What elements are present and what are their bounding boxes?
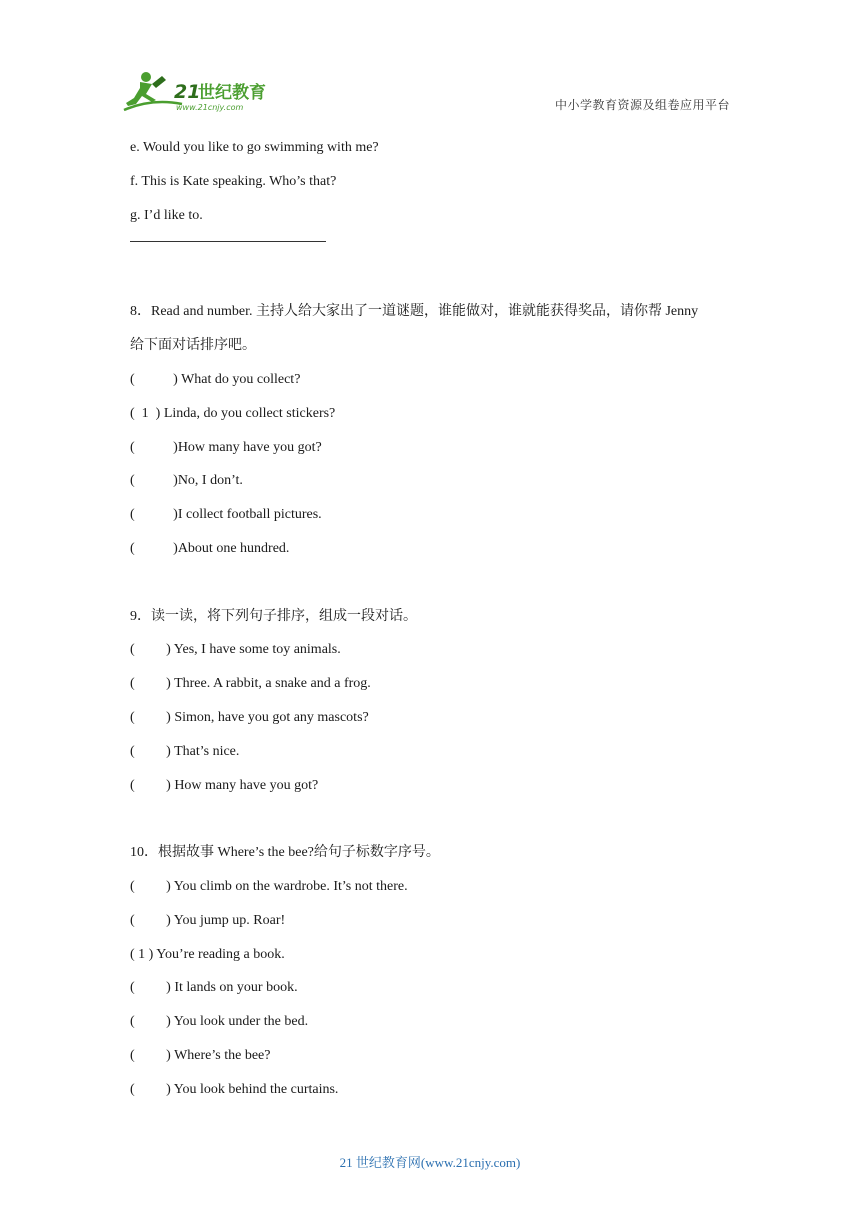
story-line[interactable]: ( ) You look under the bed. [130, 1014, 309, 1030]
dialogue-line[interactable]: ( )No, I don’t. [130, 473, 243, 489]
dialogue-line[interactable]: ( )I collect football pictures. [130, 507, 322, 523]
svg-text:21: 21 [174, 81, 201, 103]
dialogue-line[interactable]: ( ) What do you collect? [130, 371, 301, 387]
svg-text:www.21cnjy.com: www.21cnjy.com [176, 103, 244, 112]
question-7-options [130, 134, 740, 242]
dialogue-line[interactable]: ( )About one hundred. [130, 540, 290, 556]
question-8-title-line2: 给下面对话排序吧。 [130, 338, 256, 354]
dialogue-line[interactable]: ( ) How many have you got? [130, 777, 319, 793]
dialogue-line[interactable]: ( ) That’s nice. [130, 743, 240, 759]
question-9 [130, 603, 740, 806]
svg-text:世纪教育: 世纪教育 [198, 83, 266, 103]
question-8-title-line1: 8．Read and number. 主持人给大家出了一道谜题，谁能做对，谁就能获得奖品，请你帮 Jenny [130, 304, 699, 320]
question-10 [130, 839, 740, 1109]
story-line[interactable]: ( ) You jump up. Roar! [130, 912, 286, 928]
dialogue-line[interactable]: ( ) Yes, I have some toy animals. [130, 642, 341, 658]
option-line: g. I’d like to. [130, 207, 203, 223]
worksheet-content [130, 134, 740, 1110]
story-line[interactable]: ( ) You climb on the wardrobe. It’s not there. [130, 878, 408, 894]
page-header [0, 0, 860, 128]
dialogue-line[interactable]: ( ) Simon, have you got any mascots? [130, 709, 369, 725]
logo-runner-icon [122, 68, 292, 114]
story-line[interactable]: ( ) Where’s the bee? [130, 1047, 271, 1063]
site-logo[interactable] [122, 68, 292, 114]
dialogue-line[interactable]: ( ) Three. A rabbit, a snake and a frog. [130, 676, 371, 692]
question-8 [130, 298, 740, 568]
platform-tagline: 中小学教育资源及组卷应用平台 [554, 98, 730, 112]
option-line: f. This is Kate speaking. Who’s that? [130, 173, 337, 189]
question-9-title: 9．读一读，将下列句子排序，组成一段对话。 [130, 608, 417, 624]
dialogue-line[interactable]: ( 1 ) Linda, do you collect stickers? [130, 405, 336, 421]
page-footer[interactable]: 21 世纪教育网(www.21cnjy.com) [339, 1155, 521, 1170]
story-line[interactable]: ( 1 ) You’re reading a book. [130, 946, 285, 962]
dialogue-line[interactable]: ( )How many have you got? [130, 439, 322, 455]
story-line[interactable]: ( ) It lands on your book. [130, 980, 298, 996]
story-line[interactable]: ( ) You look behind the curtains. [130, 1081, 339, 1097]
option-line: e. Would you like to go swimming with me? [130, 140, 379, 155]
question-10-title: 10．根据故事 Where’s the bee?给句子标数字序号。 [130, 845, 440, 861]
